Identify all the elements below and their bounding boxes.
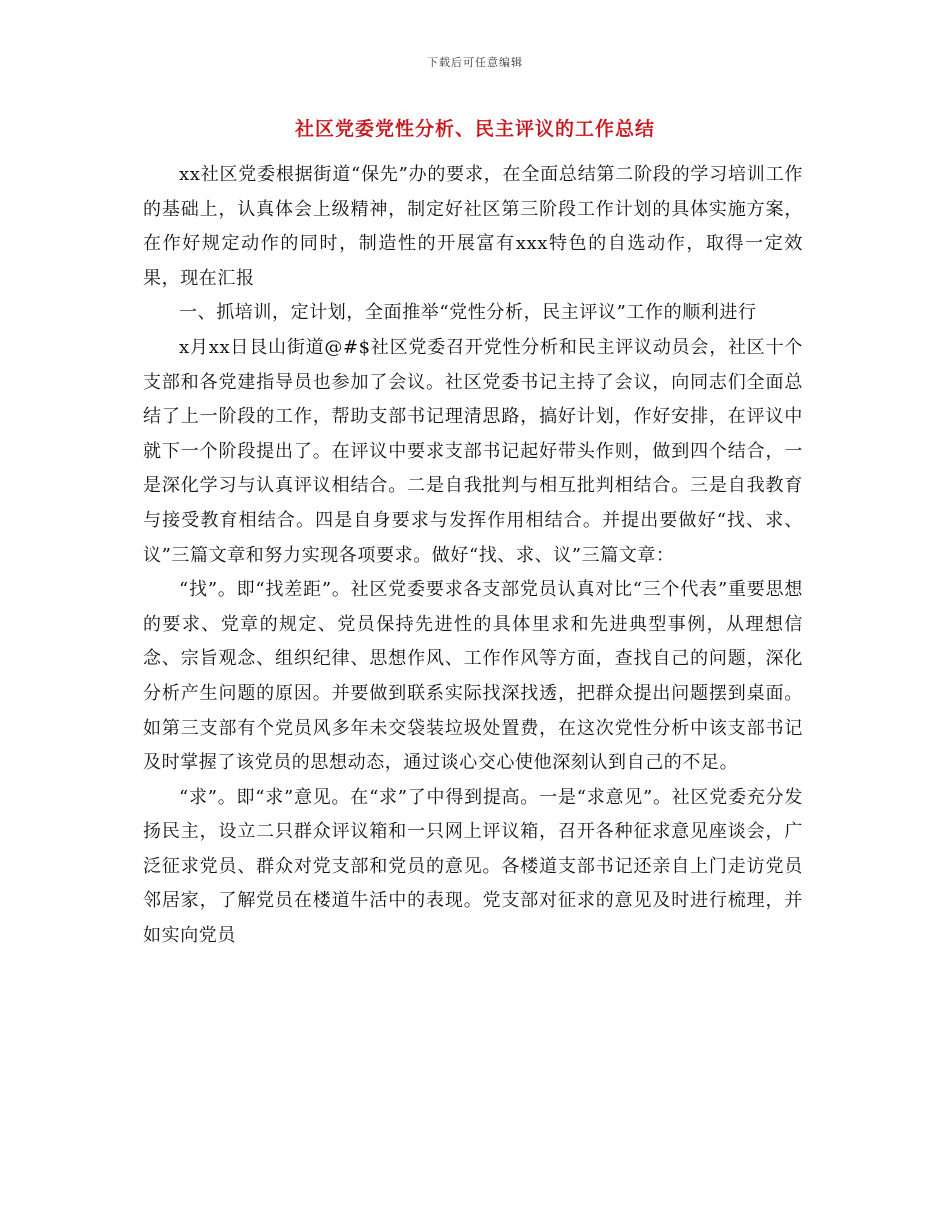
- download-note: 下载后可任意编辑: [427, 56, 523, 69]
- document-body: [143, 158, 803, 954]
- paragraph-meeting: x月xx日艮山街道@#$社区党委召开党性分析和民主评议动员会，社区十个支部和各党建指导员也参加了会议。社区党委书记主持了会议，向同志们全面总结了上一阶段的工作，帮助支部书记理清思路，搞好计划，作好安排，在评议中就下一个阶段提出了。在评议中要求支部书记起好带头作则，做到四个结合，一是深化学习与认真评议相结合。二是自我批判与相互批判相结合。三是自我教育与接受教育相结合。四是自身要求与发挥作用相结合。并提出要做好“找、求、议”三篇文章和努力实现各项要求。做好“找、求、议”三篇文章：: [143, 336, 803, 566]
- document-title: 社区党委党性分析、民主评议的工作总结: [294, 118, 655, 140]
- paragraph-find: “找”。即“找差距”。社区党委要求各支部党员认真对比“三个代表”重要思想的要求、党章的规定、党员保持先进性的具体里求和先进典型事例，从理想信念、宗旨观念、组织纪律、思想作风、工作作风等方面，查找自己的问题，深化分析产生问题的原因。并要做到联系实际找深找透，把群众提出问题摆到桌面。如第三支部有个党员风多年未交袋装垃圾处置费，在这次党性分析中该支部书记及时掌握了该党员的思想动态，通过谈心交心使他深刻认到自己的不足。: [143, 579, 803, 774]
- paragraph-section-one-heading: 一、抓培训，定计划，全面推举“党性分析，民主评议”工作的顺利进行: [179, 302, 757, 324]
- paragraph-intro: xx社区党委根据街道“保先”办的要求，在全面总结第二阶段的学习培训工作的基础上，认真体会上级精神，制定好社区第三阶段工作计划的具体实施方案，在作好规定动作的同时，制造性的开展富有xxx特色的自选动作，取得一定效果，现在汇报: [143, 164, 803, 289]
- paragraph-seek: “求”。即“求”意见。在“求”了中得到提高。一是“求意见”。社区党委充分发扬民主，设立二只群众评议箱和一只网上评议箱，召开各种征求意见座谈会，广泛征求党员、群众对党支部和党员的意见。各楼道支部书记还亲自上门走访党员邻居家，了解党员在楼道牛活中的表现。党支部对征求的意见及时进行梳理，并如实向党员: [143, 786, 803, 947]
